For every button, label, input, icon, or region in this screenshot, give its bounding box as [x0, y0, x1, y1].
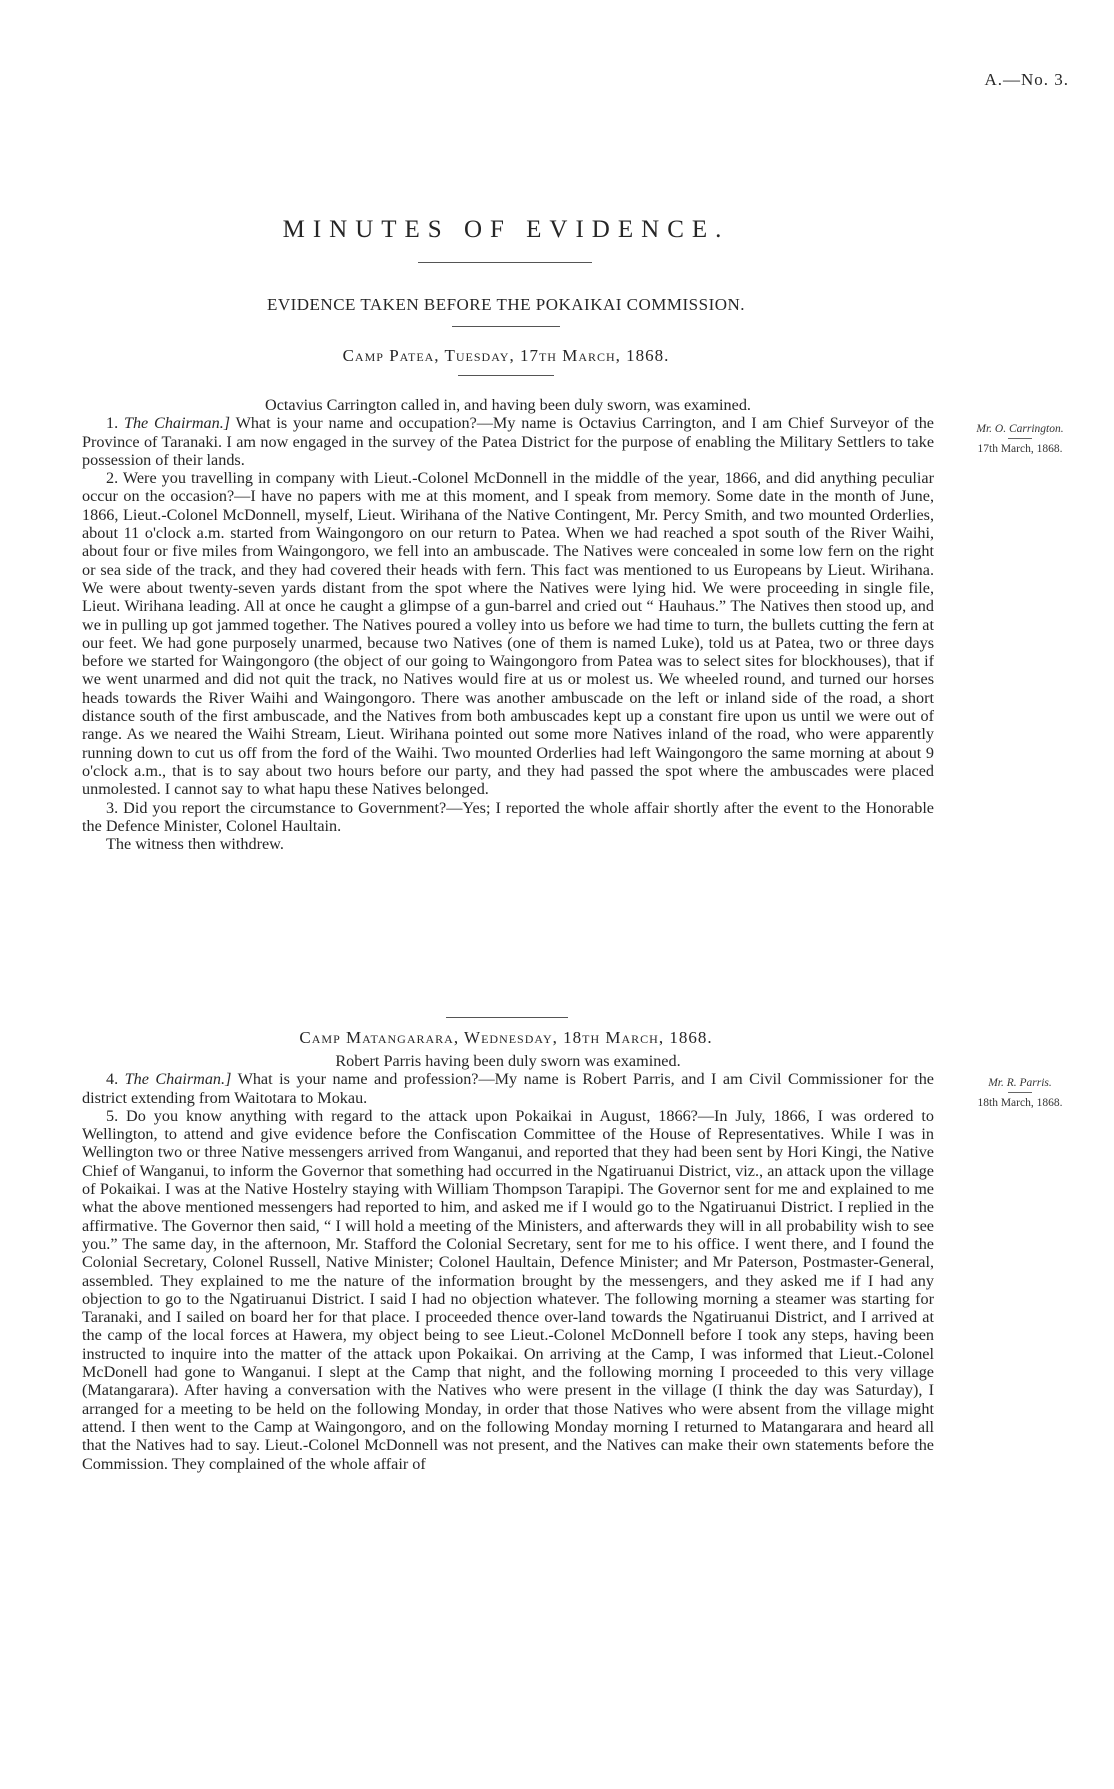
session-heading-1: Camp Patea, Tuesday, 17th March, 1868. [342, 346, 670, 365]
evidence-section-carrington [82, 396, 934, 853]
question-5: 5. Do you know anything with regard to the attack upon Pokaikai in August, 1866?—In July, 1866, I was ordered to Wellington, to attend and give evidence before the Confiscation Committee of the House of Representatives. While I was in Wellington two or three Native messengers arrived from Wanganui, and reported that they had been sent by Hori Kingi, the Native Chief of Wanganui, to inform the Governor that something had occurred in the Ngatiruanui District, viz., an attack upon the village of Pokaikai. I was at the Native Hostelry staying with William Thompson Tarapipi. The Governor sent for me and explained to me what the above mentioned messengers had reported to him, and asked me if I would go to the Ngatiruanui District. I replied in the affirmative. The Governor then said, “ I will hold a meeting of the Ministers, and afterwards they will in all probability wish to see you.” The same day, in the afternoon, Mr. Stafford the Colonial Secretary, sent for me to his office. I went there, and I found the Colonial Secretary, Colonel Russell, Native Minister; Colonel Haultain, Defence Minister; and Mr Paterson, Postmaster-General, assembled. They explained to me the nature of the information brought by the messengers, and they asked me if I had any objection to go to the Ngatiruanui District. I said I had no objection whatever. The following morning a steamer was starting for Taranaki, and I sailed on board her for that place. I proceeded thence over-land towards the Ngatiruanui District, and I arrived at the camp of the local forces at Hawera, my object being to see Lieut.-Colonel McDonnell before I took any steps, having been instructed to inquire into the matter of the attack upon Pokaikai. On arriving at the Camp, I was informed that Lieut.-Colonel McDonell had gone to Wanganui. I slept at the Camp that night, and the following morning I proceeded to this very village (Matangarara). After having a conversation with the Natives who were present in the village (I think the day was Saturday), I arranged for a meeting to be held on the following Monday, in order that those Natives who were absent from the village might attend. I then went to the Camp at Waingongoro, and on the following Monday morning I returned to Matangarara and heard all that the Natives had to say. Lieut.-Colonel McDonnell was not present, and the Natives can make their own statements before the Commission. They complained of the whole affair of [82, 1106, 934, 1473]
document-title: MINUTES OF EVIDENCE. [282, 216, 730, 243]
session-heading-2: Camp Matangarara, Wednesday, 18th March, 1868. [299, 1028, 713, 1047]
margin-note-date: 18th March, 1868. [977, 1097, 1063, 1109]
session-rule-1 [458, 375, 554, 376]
question-1 [82, 414, 934, 469]
speaker-label: The Chairman.] [124, 1070, 232, 1089]
margin-note-name: Mr. R. Parris. [988, 1077, 1052, 1089]
question-2: 2. Were you travelling in company with Lieut.-Colonel McDonnell in the middle of the year, 1866, and did anything peculiar occur on the occasion?—I have no papers with me at this moment, and I speak from memory. Some date in the month of June, 1866, Lieut.-Colonel McDonnell, myself, Lieut. Wirihana of the Native Contingent, Mr. Percy Smith, and two mounted Orderlies, about 11 o'clock a.m. started from Waingongoro on our return to Patea. When we had reached a spot south of the River Waihi, about four or five miles from Waingongoro, we fell into an ambuscade. The Natives were concealed in some low fern on the right or sea side of the track, and they had covered their heads with fern. This fact was mentioned to us Europeans by Lieut. Wirihana. We were about twenty-seven yards distant from the spot where the Natives were lying hid. We were proceeding in single file, Lieut. Wirihana leading. All at once he caught a glimpse of a gun-barrel and cried out “ Hauhaus.” The Natives then stood up, and we in pulling up got jammed together. The Natives poured a volley into us before we had time to turn, the bullets cutting the fern at our feet. We had gone purposely unarmed, because two Natives (one of them is named Luke), told us at Patea, two or three days before we started for Waingongoro (the object of our going to Waingongoro from Patea was to select sites for blockhouses), that if we went unarmed and did not quit the track, no Natives would fire at us or molest us. We wheeled round, and turned our horses heads towards the River Waihi and Waingongoro. There was another ambuscade on the left or inland side of the road, a short distance south of the first ambuscade, and the Natives from both ambuscades kept up a constant fire upon us until we were out of range. As we neared the Waihi Stream, Lieut. Wirihana pointed out some more Natives inland of the road, who were apparently running down to cut us off from the ford of the Waihi. Two mounted Orderlies had left Waingongoro the same morning at about 9 o'clock a.m., that is to say about two hours before our party, and they had passed the spot where the ambuscades were placed unmolested. I cannot say to what hapu these Natives belonged. [82, 469, 934, 799]
question-number: 1. [106, 414, 119, 433]
witness-intro-2: Robert Parris having been duly sworn was examined. [335, 1052, 681, 1070]
title-rule [418, 262, 592, 263]
page-reference: A.—No. 3. [984, 70, 1069, 89]
question-text: What is your name and occupation?—My name is Octavius Carrington, and I am Chief Surveyor of the Province of Taranaki. I am now engaged in the survey of the Patea District for the purpose of enabling the Military Settlers to take possession of their lands. [82, 414, 934, 469]
margin-note-rule [1008, 1092, 1032, 1093]
question-number: 4. [106, 1070, 119, 1089]
margin-note-parris [960, 1076, 1080, 1111]
margin-note-rule [1008, 438, 1032, 439]
witness-withdrew: The witness then withdrew. [106, 835, 284, 854]
witness-intro-1: Octavius Carrington called in, and having been duly sworn, was examined. [265, 396, 751, 414]
speaker-label: The Chairman.] [123, 414, 231, 433]
question-4 [82, 1070, 934, 1107]
question-text: What is your name and profession?—My name is Robert Parris, and I am Civil Commissioner for the district extending from Waitotara to Mokau. [82, 1070, 934, 1107]
margin-note-name: Mr. O. Carrington. [976, 423, 1064, 435]
margin-note-carrington [960, 422, 1080, 457]
subtitle-rule [452, 326, 560, 327]
document-subtitle: EVIDENCE TAKEN BEFORE THE POKAIKAI COMMISSION. [266, 295, 746, 314]
section-divider-rule [446, 1017, 568, 1018]
question-3: 3. Did you report the circumstance to Government?—Yes; I reported the whole affair shortly after the event to the Honorable the Defence Minister, Colonel Haultain. [82, 798, 934, 835]
margin-note-date: 17th March, 1868. [977, 443, 1063, 455]
evidence-section-parris [82, 1052, 934, 1473]
